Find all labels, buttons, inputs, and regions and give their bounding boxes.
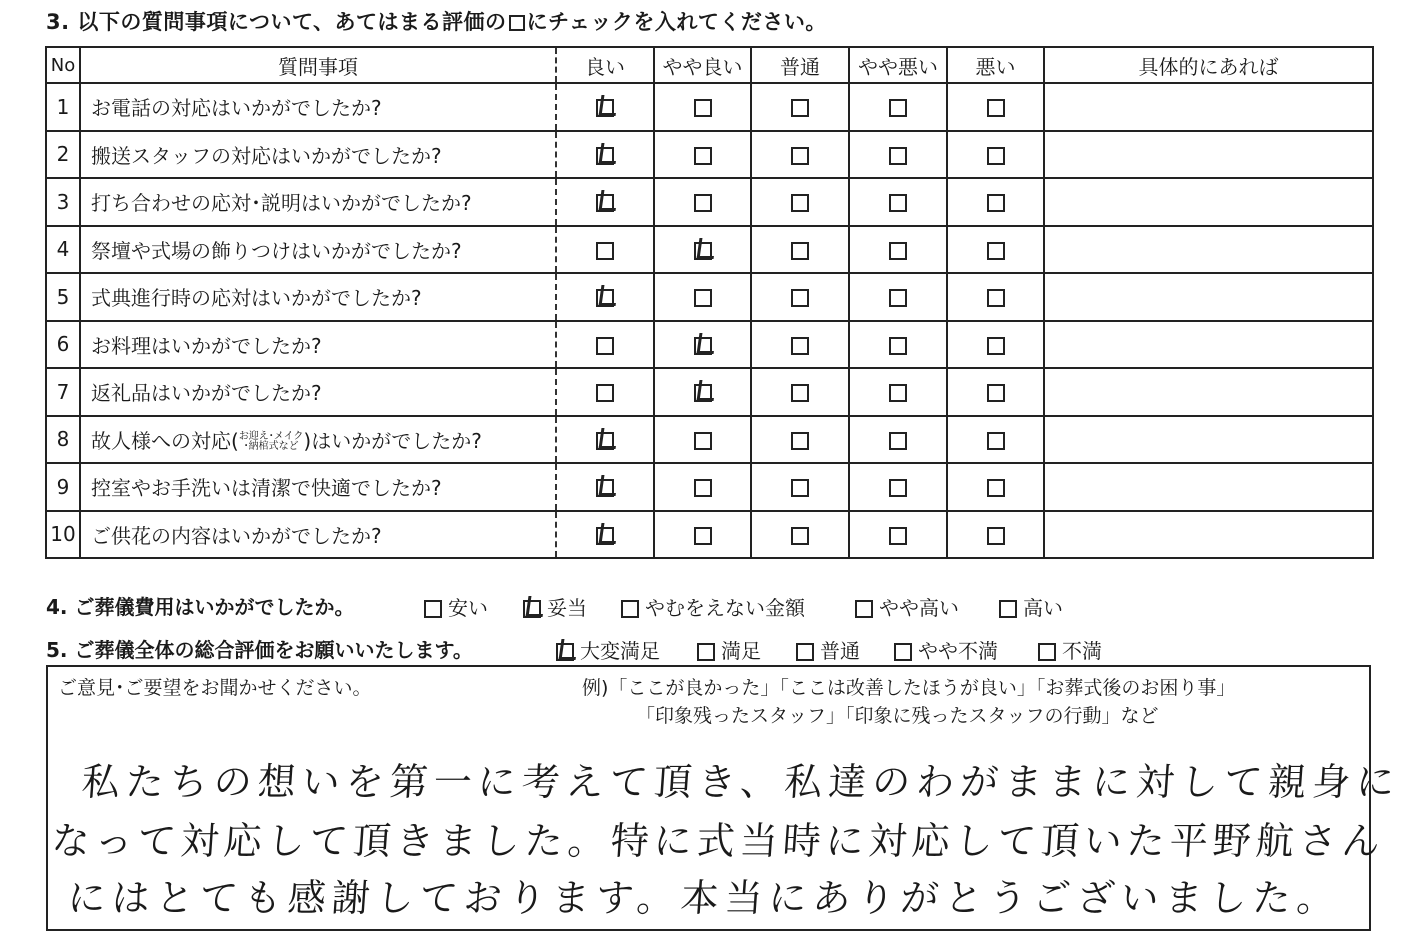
rating-checkbox-normal[interactable] [791, 479, 809, 497]
rating-cell-good [556, 178, 654, 226]
section4-checkbox[interactable] [424, 600, 442, 618]
rating-cell-normal [751, 83, 849, 131]
rating-checkbox-normal[interactable] [791, 384, 809, 402]
row-comment-cell[interactable] [1044, 511, 1373, 559]
rating-checkbox-fairly-good[interactable] [694, 479, 712, 497]
evaluation-table [45, 46, 1374, 559]
rating-checkbox-fairly-good[interactable] [694, 432, 712, 450]
rating-cell-good [556, 273, 654, 321]
section3-title-text-2: にチェックを入れてください。 [526, 10, 827, 34]
rating-cell-fairly-bad [849, 511, 947, 559]
rating-checkbox-good[interactable] [596, 289, 614, 307]
rating-cell-fairly-good [654, 226, 751, 274]
section5-checkbox[interactable] [1038, 643, 1056, 661]
rating-checkbox-fairly-bad[interactable] [889, 479, 907, 497]
rating-cell-normal [751, 416, 849, 464]
rating-cell-bad [947, 226, 1044, 274]
row-number: 6 [46, 321, 80, 369]
section5-option-label: 不満 [1062, 639, 1102, 663]
row-comment-cell[interactable] [1044, 131, 1373, 179]
handwritten-line-1[interactable]: 私たちの想いを第一に考えて頂き、私達のわがままに対して親身に [80, 760, 1402, 804]
row-comment-cell[interactable] [1044, 178, 1373, 226]
rating-checkbox-fairly-good[interactable] [694, 99, 712, 117]
rating-cell-bad [947, 83, 1044, 131]
table-row [46, 463, 1373, 511]
row-number: 2 [46, 131, 80, 179]
rating-cell-bad [947, 463, 1044, 511]
row-comment-cell[interactable] [1044, 368, 1373, 416]
row-question: 祭壇や式場の飾りつけはいかがでしたか? [80, 226, 556, 274]
rating-checkbox-bad[interactable] [987, 527, 1005, 545]
row-comment-cell[interactable] [1044, 416, 1373, 464]
rating-cell-fairly-bad [849, 226, 947, 274]
section5-option[interactable] [556, 635, 660, 664]
header-rating-good: 良い [556, 47, 654, 83]
rating-cell-bad [947, 178, 1044, 226]
rating-cell-fairly-good [654, 463, 751, 511]
table-row [46, 368, 1373, 416]
row-comment-cell[interactable] [1044, 273, 1373, 321]
row-question-post: )はいかがでしたか? [303, 428, 482, 453]
section4-checkbox[interactable] [855, 600, 873, 618]
rating-checkbox-bad[interactable] [987, 432, 1005, 450]
rating-cell-fairly-good [654, 273, 751, 321]
rating-cell-fairly-good [654, 416, 751, 464]
rating-checkbox-fairly-bad[interactable] [889, 432, 907, 450]
row-comment-cell[interactable] [1044, 83, 1373, 131]
section5-checkbox[interactable] [796, 643, 814, 661]
rating-checkbox-fairly-bad[interactable] [889, 99, 907, 117]
rating-cell-normal [751, 131, 849, 179]
row-comment-cell[interactable] [1044, 321, 1373, 369]
rating-checkbox-bad[interactable] [987, 194, 1005, 212]
section4-option[interactable] [999, 592, 1063, 621]
section5-checkbox[interactable] [697, 643, 715, 661]
rating-checkbox-normal[interactable] [791, 99, 809, 117]
rating-checkbox-normal[interactable] [791, 242, 809, 260]
table-row [46, 178, 1373, 226]
row-number: 8 [46, 416, 80, 464]
rating-cell-bad [947, 511, 1044, 559]
rating-checkbox-fairly-good[interactable] [694, 147, 712, 165]
rating-checkbox-good[interactable] [596, 432, 614, 450]
rating-cell-fairly-good [654, 131, 751, 179]
rating-checkbox-good[interactable] [596, 479, 614, 497]
rating-checkbox-good[interactable] [596, 99, 614, 117]
rating-checkbox-normal[interactable] [791, 527, 809, 545]
rating-checkbox-good[interactable] [596, 147, 614, 165]
rating-cell-normal [751, 463, 849, 511]
rating-cell-fairly-bad [849, 273, 947, 321]
checkbox-sample-icon [509, 15, 525, 31]
section4-option-label: やや高い [879, 596, 959, 620]
rating-cell-normal [751, 178, 849, 226]
row-number: 4 [46, 226, 80, 274]
comment-example-line2: 「印象残ったスタッフ」「印象に残ったスタッフの行動」など [636, 705, 1159, 727]
section4-option-label: 妥当 [547, 596, 587, 620]
rating-cell-good [556, 416, 654, 464]
table-row [46, 131, 1373, 179]
rating-cell-fairly-bad [849, 131, 947, 179]
section3-title-text: 3. 以下の質問事項について、あてはまる評価の [46, 10, 507, 34]
row-question: 搬送スタッフの対応はいかがでしたか? [80, 131, 556, 179]
section4-title: 4. ご葬儀費用はいかがでしたか。 [46, 595, 355, 619]
rating-checkbox-fairly-good[interactable] [694, 337, 712, 355]
comment-label: ご意見･ご要望をお聞かせください。 [58, 677, 372, 699]
row-number: 7 [46, 368, 80, 416]
section5-option-label: 大変満足 [580, 639, 660, 663]
section4-option[interactable] [523, 592, 587, 621]
row-question-note-2: ･納棺式など [243, 441, 299, 453]
section4-option-label: やむをえない金額 [645, 596, 805, 620]
rating-cell-normal [751, 226, 849, 274]
table-row [46, 321, 1373, 369]
rating-checkbox-normal[interactable] [791, 337, 809, 355]
section5-option[interactable] [1038, 635, 1102, 664]
rating-checkbox-fairly-good[interactable] [694, 289, 712, 307]
rating-cell-bad [947, 321, 1044, 369]
rating-checkbox-bad[interactable] [987, 479, 1005, 497]
table-header-row [46, 47, 1373, 83]
rating-checkbox-fairly-bad[interactable] [889, 194, 907, 212]
row-question: お料理はいかがでしたか? [80, 321, 556, 369]
row-number: 1 [46, 83, 80, 131]
comment-example-line1: 例)「ここが良かった」「ここは改善したほうが良い」「お葬式後のお困り事」 [582, 677, 1236, 699]
rating-cell-normal [751, 511, 849, 559]
rating-checkbox-normal[interactable] [791, 289, 809, 307]
rating-checkbox-good[interactable] [596, 194, 614, 212]
rating-checkbox-bad[interactable] [987, 147, 1005, 165]
handwritten-line-2[interactable]: なって対応して頂きました。特に式当時に対応して頂いた平野航さん [50, 819, 1387, 863]
rating-cell-fairly-good [654, 83, 751, 131]
rating-checkbox-fairly-bad[interactable] [889, 289, 907, 307]
rating-cell-normal [751, 368, 849, 416]
rating-checkbox-fairly-bad[interactable] [889, 147, 907, 165]
rating-cell-bad [947, 416, 1044, 464]
rating-cell-fairly-bad [849, 463, 947, 511]
table-row [46, 273, 1373, 321]
table-row [46, 511, 1373, 559]
rating-checkbox-fairly-bad[interactable] [889, 242, 907, 260]
row-question: お電話の対応はいかがでしたか? [80, 83, 556, 131]
row-question: ご供花の内容はいかがでしたか? [80, 511, 556, 559]
rating-cell-good [556, 321, 654, 369]
row-number: 3 [46, 178, 80, 226]
rating-cell-good [556, 83, 654, 131]
header-comment: 具体的にあれば [1044, 47, 1373, 83]
header-no: No [46, 47, 80, 83]
section4-checkbox[interactable] [999, 600, 1017, 618]
rating-cell-fairly-bad [849, 416, 947, 464]
row-question: 打ち合わせの応対･説明はいかがでしたか? [80, 178, 556, 226]
rating-cell-fairly-good [654, 511, 751, 559]
row-comment-cell[interactable] [1044, 226, 1373, 274]
rating-checkbox-fairly-bad[interactable] [889, 384, 907, 402]
table-row [46, 226, 1373, 274]
row-number: 9 [46, 463, 80, 511]
section4-checkbox[interactable] [621, 600, 639, 618]
row-question-pre: 故人様への対応( [91, 428, 239, 453]
section5-option[interactable] [894, 635, 998, 664]
header-rating-bad: 悪い [947, 47, 1044, 83]
section4-option[interactable] [621, 592, 805, 621]
rating-checkbox-bad[interactable] [987, 242, 1005, 260]
rating-cell-fairly-bad [849, 321, 947, 369]
row-question-note-1: お迎え･メイク [238, 431, 304, 443]
section5-checkbox[interactable] [894, 643, 912, 661]
section4-option[interactable] [855, 592, 959, 621]
rating-checkbox-bad[interactable] [987, 384, 1005, 402]
section5-option-label: 満足 [721, 639, 761, 663]
section5-option[interactable] [796, 635, 860, 664]
rating-checkbox-bad[interactable] [987, 99, 1005, 117]
rating-checkbox-good[interactable] [596, 384, 614, 402]
rating-checkbox-fairly-bad[interactable] [889, 527, 907, 545]
section5-option-label: 普通 [820, 639, 860, 663]
section3-title [46, 6, 827, 36]
rating-checkbox-normal[interactable] [791, 147, 809, 165]
section5-title: 5. ご葬儀全体の総合評価をお願いいたします。 [46, 638, 473, 662]
handwritten-line-3[interactable]: にはとても感謝しております。本当にありがとうございました。 [66, 876, 1343, 920]
row-number: 10 [46, 511, 80, 559]
rating-checkbox-fairly-good[interactable] [694, 384, 712, 402]
rating-checkbox-bad[interactable] [987, 337, 1005, 355]
row-question: 返礼品はいかがでしたか? [80, 368, 556, 416]
table-row [46, 83, 1373, 131]
header-rating-fairly-good: やや良い [654, 47, 751, 83]
rating-checkbox-fairly-good[interactable] [694, 527, 712, 545]
section5-option-label: やや不満 [918, 639, 998, 663]
rating-cell-fairly-good [654, 321, 751, 369]
row-question: 式典進行時の応対はいかがでしたか? [80, 273, 556, 321]
rating-cell-fairly-bad [849, 83, 947, 131]
section4-checkbox[interactable] [523, 600, 541, 618]
section4-option-label: 安い [448, 596, 488, 620]
header-rating-fairly-bad: やや悪い [849, 47, 947, 83]
section5-option[interactable] [697, 635, 761, 664]
rating-cell-bad [947, 273, 1044, 321]
rating-cell-good [556, 131, 654, 179]
rating-cell-fairly-bad [849, 368, 947, 416]
rating-cell-fairly-bad [849, 178, 947, 226]
row-question-note [239, 432, 304, 452]
rating-cell-normal [751, 321, 849, 369]
rating-checkbox-bad[interactable] [987, 289, 1005, 307]
header-rating-normal: 普通 [751, 47, 849, 83]
rating-checkbox-normal[interactable] [791, 432, 809, 450]
table-row [46, 416, 1373, 464]
rating-checkbox-fairly-bad[interactable] [889, 337, 907, 355]
rating-checkbox-fairly-good[interactable] [694, 194, 712, 212]
rating-checkbox-normal[interactable] [791, 194, 809, 212]
row-question [80, 416, 556, 464]
rating-cell-good [556, 511, 654, 559]
row-comment-cell[interactable] [1044, 463, 1373, 511]
rating-cell-normal [751, 273, 849, 321]
rating-checkbox-good[interactable] [596, 242, 614, 260]
rating-cell-good [556, 368, 654, 416]
rating-checkbox-good[interactable] [596, 527, 614, 545]
row-question: 控室やお手洗いは清潔で快適でしたか? [80, 463, 556, 511]
rating-checkbox-fairly-good[interactable] [694, 242, 712, 260]
section4-option-label: 高い [1023, 596, 1063, 620]
rating-cell-good [556, 463, 654, 511]
rating-cell-bad [947, 131, 1044, 179]
rating-cell-fairly-good [654, 178, 751, 226]
section5-checkbox[interactable] [556, 643, 574, 661]
rating-cell-bad [947, 368, 1044, 416]
section4-option[interactable] [424, 592, 488, 621]
comment-box [46, 665, 1402, 931]
rating-checkbox-good[interactable] [596, 337, 614, 355]
row-number: 5 [46, 273, 80, 321]
rating-cell-fairly-good [654, 368, 751, 416]
rating-cell-good [556, 226, 654, 274]
header-question: 質問事項 [80, 47, 556, 83]
